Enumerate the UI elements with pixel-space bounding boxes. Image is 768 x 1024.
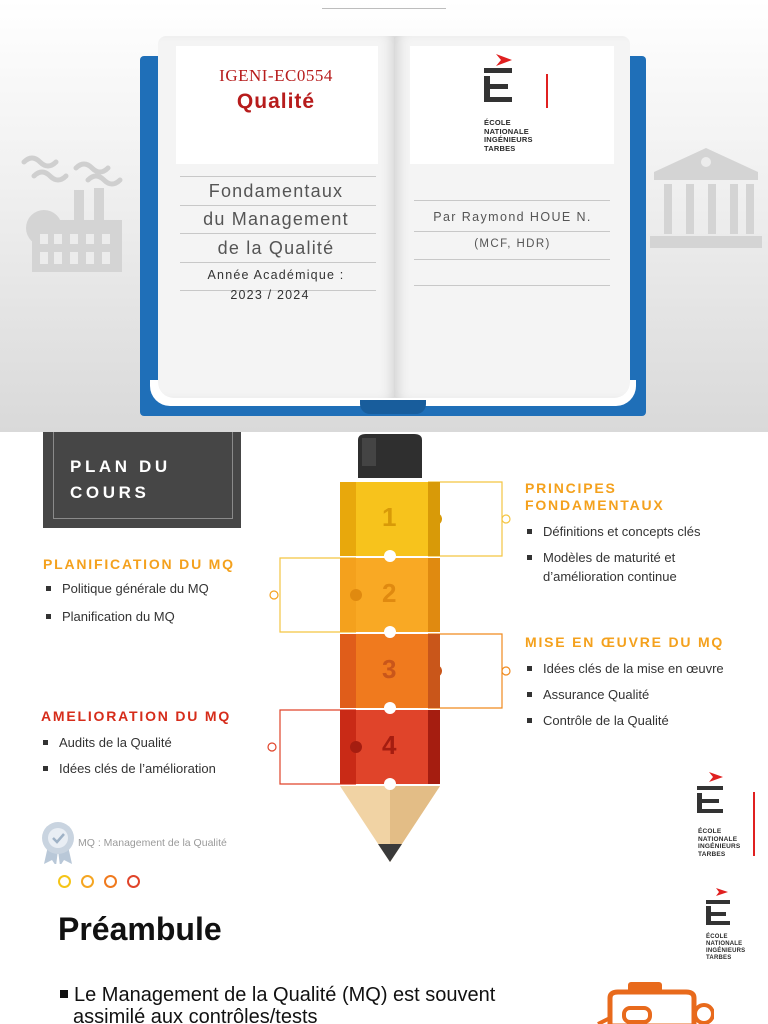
- top-divider: [322, 8, 446, 9]
- list-item: Audits de la Qualité: [41, 734, 216, 751]
- section-title-mise-en-oeuvre: MISE EN ŒUVRE DU MQ: [525, 634, 725, 650]
- pencil-number-2: 2: [382, 578, 397, 608]
- section-title-amelioration: AMELIORATION DU MQ: [41, 708, 232, 724]
- bank-icon: [650, 146, 762, 250]
- academic-year-value: 2023 / 2024: [230, 288, 310, 302]
- course-code: IGENI-EC0554: [219, 66, 333, 85]
- list-amelioration: [41, 734, 216, 786]
- section-title-planification: PLANIFICATION DU MQ: [43, 556, 235, 572]
- list-item: Modèles de maturité et: [525, 549, 701, 566]
- author-name: Par Raymond HOUE N.: [433, 210, 592, 224]
- list-item: Idées clés de la mise en œuvre: [525, 660, 724, 677]
- ecole-logo: [482, 54, 552, 113]
- factory-icon: [18, 150, 130, 276]
- course-title-line-2: du Management: [203, 209, 349, 229]
- page-rule: [414, 259, 610, 260]
- course-title-line-1: Fondamentaux: [208, 181, 344, 201]
- author-titles: (MCF, HDR): [474, 238, 551, 250]
- pencil-number-4: 4: [382, 730, 397, 760]
- footer-note: MQ : Management de la Qualité: [78, 837, 227, 849]
- logo-text: ÉCOLE NATIONALE INGÉNIEURS TARBES: [698, 828, 741, 858]
- list-item: Politique générale du MQ: [44, 580, 209, 597]
- progress-dot: [104, 875, 117, 888]
- progress-dot: [127, 875, 140, 888]
- page-rule: [414, 285, 610, 286]
- plan-title-box: [43, 432, 241, 528]
- plan-title: PLAN DU COURS: [70, 457, 171, 502]
- plan-slide: [0, 432, 768, 864]
- pencil-number-3: 3: [382, 654, 397, 684]
- logo-text: ÉCOLE NATIONALE INGÉNIEURS TARBES: [484, 118, 533, 153]
- list-planification: [44, 580, 209, 634]
- progress-dot: [81, 875, 94, 888]
- course-title-line-3: de la Qualité: [217, 238, 335, 258]
- page-rule: [180, 176, 376, 177]
- preambule-text: Le Management de la Qualité (MQ) est souvent assimilé aux contrôles/tests: [60, 984, 560, 1024]
- academic-year-label: Année Académique :: [207, 268, 345, 282]
- list-item: Assurance Qualité: [525, 686, 724, 703]
- course-subject: Qualité: [236, 90, 316, 113]
- preambule-slide: [0, 864, 768, 1024]
- logo-text: ÉCOLE NATIONALE INGÉNIEURS TARBES: [706, 934, 746, 961]
- list-item: Définitions et concepts clés: [525, 523, 701, 540]
- ecole-logo: [704, 888, 744, 935]
- cover-slide: [0, 0, 768, 432]
- section-title-principes: PRINCIPES FONDAMENTAUX: [525, 480, 665, 513]
- pencil-number-1: 1: [382, 502, 397, 532]
- list-item: Idées clés de l’amélioration: [41, 760, 216, 777]
- slide-title: Préambule: [58, 911, 222, 947]
- pencil-infographic: [260, 432, 516, 864]
- page-rule: [180, 205, 376, 206]
- page-rule: [180, 262, 376, 263]
- progress-dot: [58, 875, 71, 888]
- page-rule: [414, 200, 610, 201]
- list-principes: [525, 523, 701, 594]
- list-mise-en-oeuvre: [525, 660, 724, 738]
- list-item: d’amélioration continue: [543, 569, 677, 584]
- page-rule: [414, 231, 610, 232]
- list-item: Contrôle de la Qualité: [525, 712, 724, 729]
- page-rule: [180, 233, 376, 234]
- list-item: Planification du MQ: [44, 608, 209, 625]
- bullet-square: [60, 990, 68, 998]
- book-spine: [360, 400, 426, 414]
- toolbox-icon: [596, 980, 714, 1024]
- rosette-icon: [40, 820, 76, 864]
